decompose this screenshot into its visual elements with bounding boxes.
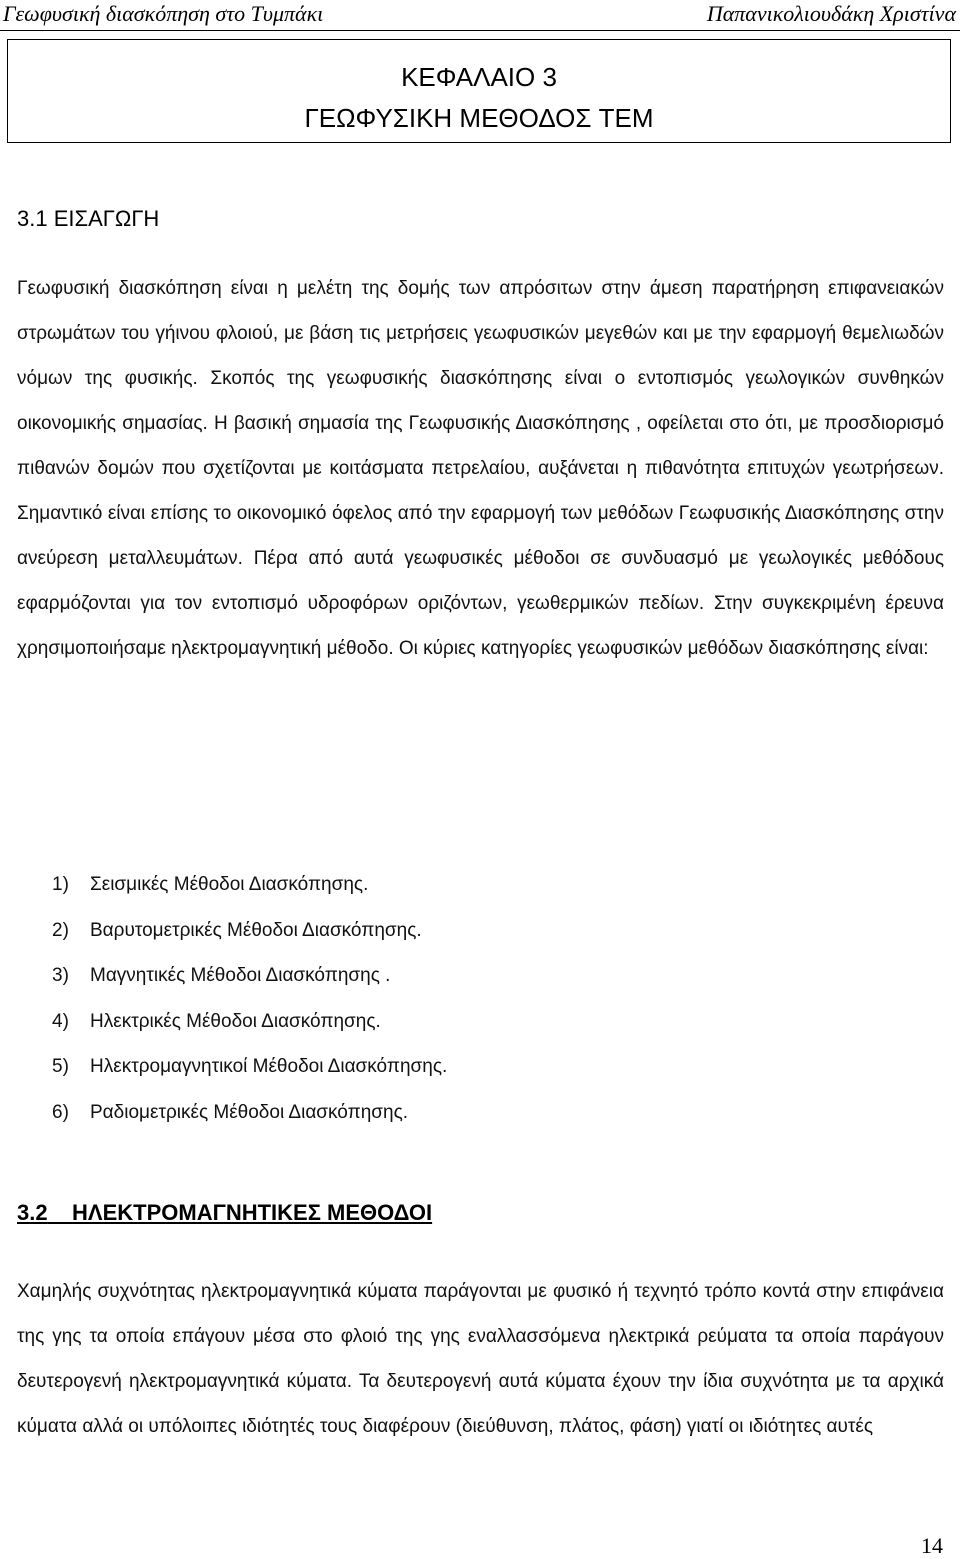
page-header [0, 0, 960, 30]
section-number: 3.2 [17, 1200, 48, 1225]
list-item [52, 953, 447, 999]
list-item [52, 908, 447, 954]
page-number: 14 [921, 1533, 943, 1558]
list-item-text: Ραδιομετρικές Μέθοδοι Διασκόπησης. [90, 1101, 408, 1123]
header-author: Παπανικολιουδάκη Χριστίνα [706, 1, 956, 26]
header-rule [0, 30, 960, 31]
list-marker: 2) [52, 919, 69, 941]
list-marker: 4) [52, 1010, 69, 1032]
list-item-text: Σεισμικές Μέθοδοι Διασκόπησης. [90, 874, 369, 895]
list-item-text: Ηλεκτρικές Μέθοδοι Διασκόπησης. [90, 1010, 381, 1032]
section-heading-em-methods [17, 1200, 432, 1226]
list-item [52, 999, 447, 1045]
list-marker: 6) [52, 1101, 69, 1123]
list-item-text: Ηλεκτρομαγνητικοί Μέθοδοι Διασκόπησης. [90, 1056, 448, 1077]
list-item-text: Βαρυτομετρικές Μέθοδοι Διασκόπησης. [90, 919, 422, 941]
header-document-title: Γεωφυσική διασκόπηση στο Τυμπάκι [3, 1, 324, 26]
list-marker: 5) [52, 1056, 69, 1077]
list-marker: 1) [52, 874, 69, 895]
chapter-number: ΚΕΦΑΛΑΙΟ 3 [401, 62, 557, 92]
methods-list [52, 862, 447, 1135]
em-methods-paragraph: Χαμηλής συχνότητας ηλεκτρομαγνητικά κύματα παράγονται με φυσικό ή τεχνητό τρόπο κοντά στην επιφάνεια της γης τα οποία επάγουν μέσα στο φλοιό της γης εναλλασσόμενα ηλεκτρικά ρεύματα τα οποία παράγουν δευτερογενή ηλεκτρομαγνητικά κύματα. Τα δευτερογενή αυτά κύματα έχουν την ίδια συχνότητα με τα αρχικά κύματα αλλά οι υπόλοιπες ιδιότητές τους διαφέρουν (διεύθυνση, πλάτος, φάση) γιατί οι ιδιότητες αυτές [17, 1281, 944, 1437]
section-heading-introduction: 3.1 ΕΙΣΑΓΩΓΗ [17, 206, 160, 231]
list-marker: 3) [52, 965, 69, 986]
list-item [52, 1044, 447, 1090]
list-item-text: Μαγνητικές Μέθοδοι Διασκόπησης . [90, 965, 391, 986]
list-item [52, 1090, 447, 1136]
chapter-title: ΓΕΩΦΥΣΙΚΗ ΜΕΘΟΔΟΣ TEM [304, 103, 654, 133]
heading-spacer [48, 1200, 72, 1225]
section-title: ΗΛΕΚΤΡΟΜΑΓΝΗΤΙΚΕΣ ΜΕΘΟΔΟΙ [72, 1200, 433, 1225]
introduction-paragraph: Γεωφυσική διασκόπηση είναι η μελέτη της δομής των απρόσιτων στην άμεση παρατήρηση επιφανειακών στρωμάτων του γήινου φλοιού, με βάση τις μετρήσεις γεωφυσικών μεγεθών και με την εφαρμογή θεμελιωδών νόμων της φυσικής. Σκοπός της γεωφυσικής διασκόπησης είναι ο εντοπισμός γεωλογικών συνθηκών οικονομικής σημασίας. Η βασική σημασία της Γεωφυσικής Διασκόπησης , οφείλεται στο ότι, με προσδιορισμό πιθανών δομών που σχετίζονται με κοιτάσματα πετρελαίου, αυξάνεται η πιθανότητα επιτυχών γεωτρήσεων. Σημαντικό είναι επίσης το οικονομικό όφελος από την εφαρμογή των μεθόδων Γεωφυσικής Διασκόπησης στην ανεύρεση μεταλλευμάτων. Πέρα από αυτά γεωφυσικές μέθοδοι σε συνδυασμό με γεωλογικές μεθόδους εφαρμόζονται για τον εντοπισμό υδροφόρων οριζόντων, γεωθερμικών πεδίων. Στην συγκεκριμένη έρευνα χρησιμοποιήσαμε ηλεκτρομαγνητική μέθοδο. Οι κύριες κατηγορίες γεωφυσικών μεθόδων διασκόπησης είναι: [17, 278, 944, 659]
chapter-title-box [7, 39, 951, 143]
list-item [52, 862, 447, 908]
